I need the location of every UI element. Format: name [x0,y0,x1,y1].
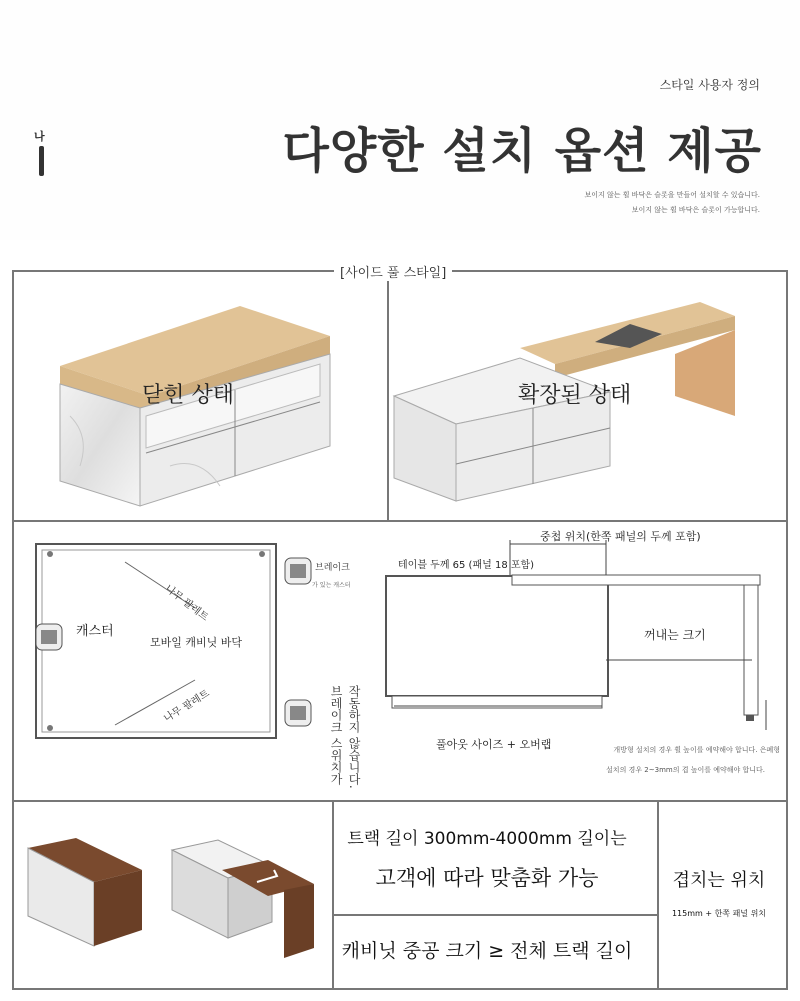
section-heading: [사이드 풀 스타일] [334,262,452,281]
vertical-note-1: 브레이크 스위치가 [329,685,343,785]
center-label: 모바일 캐비닛 바닥 [150,636,243,649]
overlap-sub: 115mm + 한쪽 패널 위치 [671,909,767,918]
wood-strip-top-label: 나무 팔레트 [162,583,211,624]
overlap-title: 겹치는 위치 [672,870,766,891]
pull-out-size-label: 꺼내는 크기 [644,628,706,642]
install-note-2: 설치의 경우 2~3mm의 겹 높이를 예약해야 합니다. [606,766,765,774]
header-note-1: 보이지 않는 휠 바닥은 슬롯을 만들어 설치할 수 있습니다. [584,191,760,199]
icon-label: 나 [34,130,45,143]
header-icon [34,128,50,178]
icon-bar [39,146,44,176]
header [0,0,800,240]
table-thickness-label: 테이블 두께 65 (패널 18 포함) [398,560,535,571]
brake-label: 브레이크 [315,563,350,573]
row-divider [334,914,657,916]
header-subtitle: 스타일 사용자 정의 [659,78,760,92]
page-title: 다양한 설치 옵션 제공 [282,123,762,179]
section-divider [387,272,389,520]
track-length-text: 트랙 길이 300mm-4000mm 길이는 [347,829,627,849]
header-note-2: 보이지 않는 휠 바닥은 슬롯이 가능합니다. [631,206,760,214]
customizable-text: 고객에 따라 맞춤화 가능 [375,866,599,890]
col-divider-2 [657,802,659,988]
wood-strip-bottom-label: 나무 팔레트 [162,688,212,725]
brake-sub-label: 가 있는 캐스터 [312,582,351,589]
overlap-position-label: 중첩 위치(한쪽 패널의 두께 포함) [540,530,701,543]
walnut-cabinet-illustration [22,830,322,970]
pull-out-overlap-label: 풀아웃 사이즈 + 오버랩 [436,738,552,751]
vertical-note-2: 작동하지 않습니다. [347,685,361,789]
closed-state-label: 닫힌 상태 [142,383,235,408]
cabinet-rule-text: 캐비닛 중공 크기 ≥ 전체 트랙 길이 [341,940,633,962]
install-note-1: 개방형 설치의 경우 휠 높이를 예약해야 합니다. 은폐형 [613,746,780,754]
caster-label: 캐스터 [76,624,114,639]
expanded-state-label: 확장된 상태 [518,383,632,408]
